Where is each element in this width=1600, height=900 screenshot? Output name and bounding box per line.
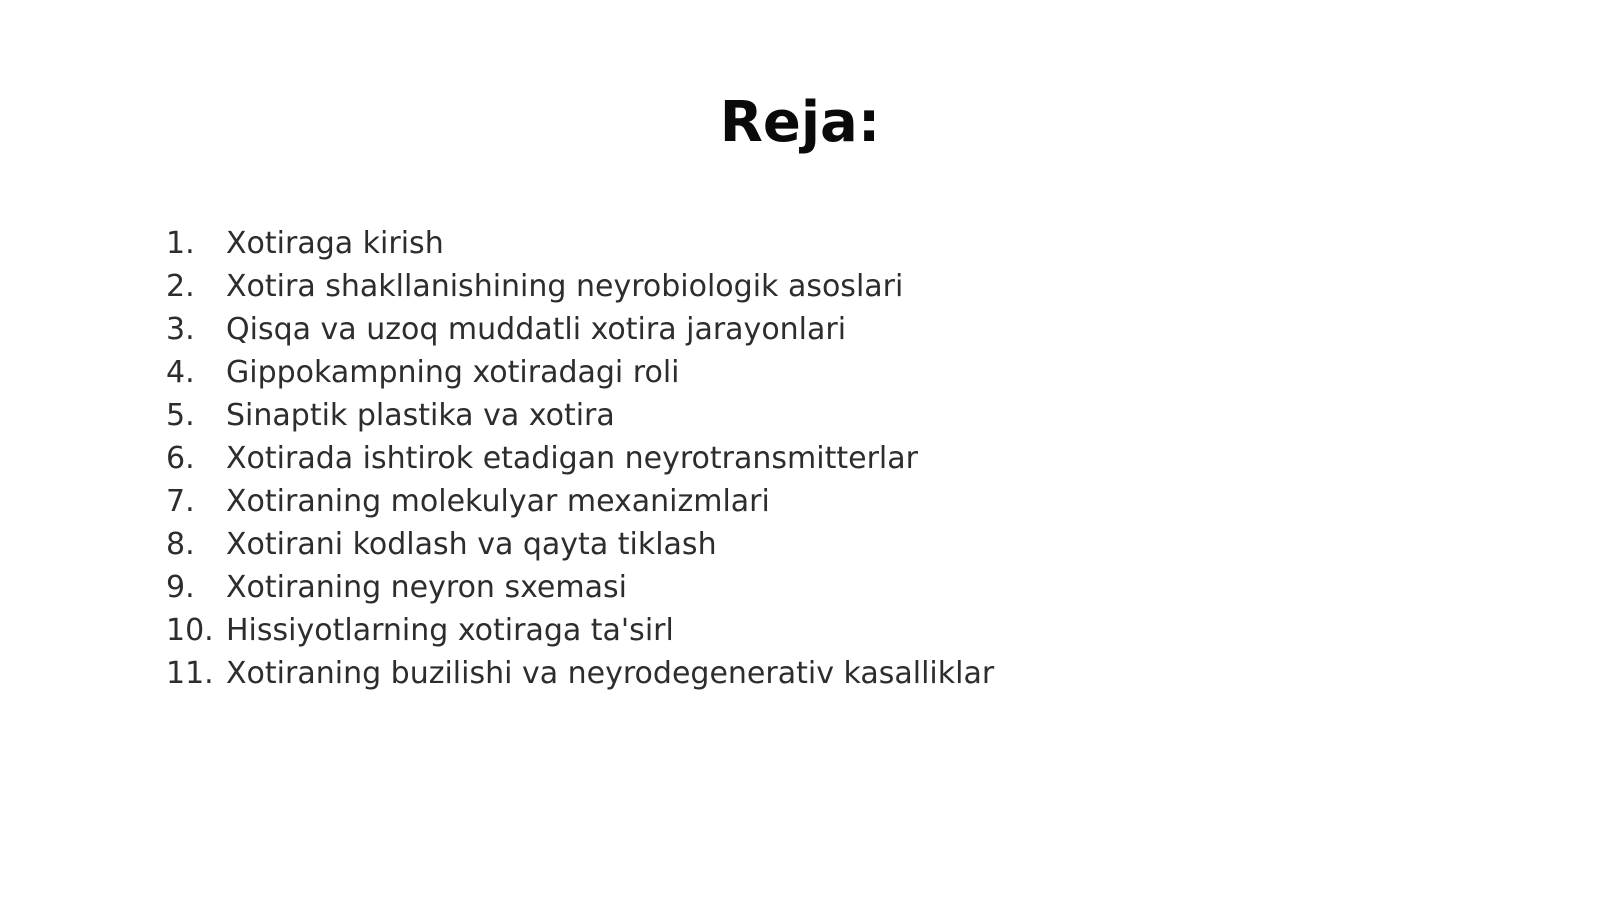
list-item-number: 6.	[166, 441, 195, 476]
list-item-number: 10.	[166, 613, 214, 648]
list-item	[166, 394, 1466, 437]
list-item	[166, 222, 1466, 265]
list-item-text: Xotirada ishtirok etadigan neyrotransmitterlar	[226, 441, 918, 476]
list-item-number: 9.	[166, 570, 195, 605]
list-item-text: Gippokampning xotiradagi roli	[226, 355, 680, 390]
list-item	[166, 351, 1466, 394]
list-item	[166, 308, 1466, 351]
slide-title: Reja:	[719, 90, 881, 155]
list-item	[166, 265, 1466, 308]
list-item-text: Xotiraga kirish	[226, 226, 444, 261]
agenda-list	[166, 222, 1466, 695]
list-item-number: 7.	[166, 484, 195, 519]
list-item-number: 5.	[166, 398, 195, 433]
list-item-number: 3.	[166, 312, 195, 347]
list-item	[166, 437, 1466, 480]
list-item-text: Qisqa va uzoq muddatli xotira jarayonlari	[226, 312, 847, 347]
list-item-number: 8.	[166, 527, 195, 562]
list-item-text: Xotiraning neyron sxemasi	[226, 570, 627, 605]
list-item-text: Hissiyotlarning xotiraga ta'sirl	[226, 613, 674, 648]
list-item-number: 4.	[166, 355, 195, 390]
list-item-text: Xotiraning buzilishi va neyrodegenerativ kasalliklar	[226, 656, 995, 691]
list-item	[166, 480, 1466, 523]
list-item-text: Xotiraning molekulyar mexanizmlari	[226, 484, 770, 519]
list-item	[166, 566, 1466, 609]
list-item-number: 2.	[166, 269, 195, 304]
list-item-text: Sinaptik plastika va xotira	[226, 398, 615, 433]
list-item-text: Xotira shakllanishining neyrobiologik asoslari	[226, 269, 904, 304]
list-item-text: Xotirani kodlash va qayta tiklash	[226, 527, 717, 562]
list-item-number: 1.	[166, 226, 195, 261]
list-item	[166, 652, 1466, 695]
list-item-number: 11.	[166, 656, 214, 691]
list-item	[166, 523, 1466, 566]
list-item	[166, 609, 1466, 652]
